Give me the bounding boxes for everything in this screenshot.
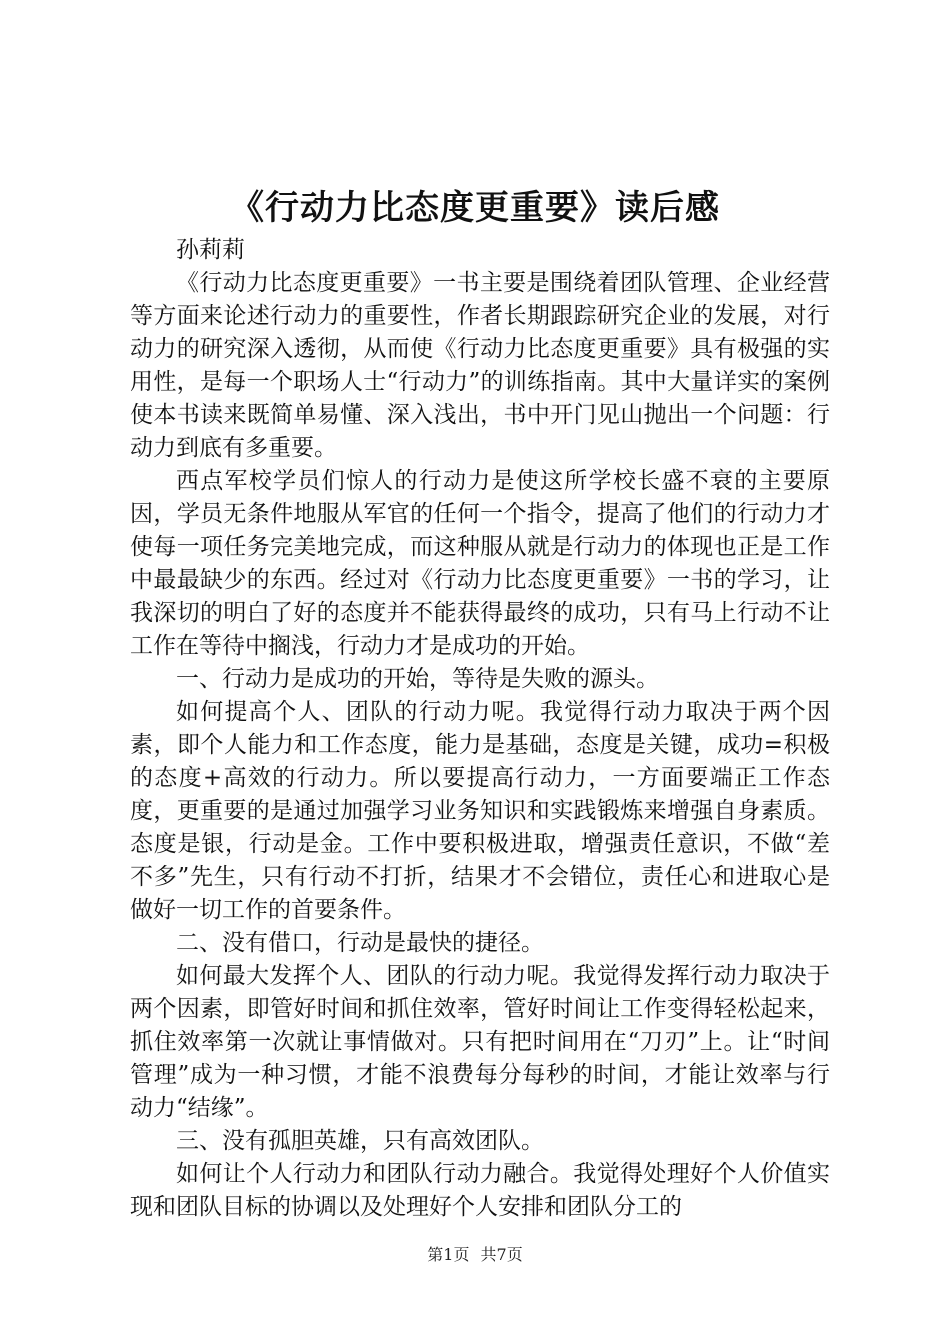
paragraph: 西点军校学员们惊人的行动力是使这所学校长盛不衰的主要原因，学员无条件地服从军官的任何一个指令，提高了他们的行动力才使每一项任务完美地完成，而这种服从就是行动力的体现也正是工作中最最缺少的东西。经过对《行动力比态度更重要》一书的学习，让我深切的明白了好的态度并不能获得最终的成功，只有马上行动不让工作在等待中搁浅，行动力才是成功的开始。: [130, 468, 830, 659]
paragraph: 《行动力比态度更重要》一书主要是围绕着团队管理、企业经营等方面来论述行动力的重要性，作者长期跟踪研究企业的发展，对行动力的研究深入透彻，从而使《行动力比态度更重要》具有极强的实用性，是每一个职场人士“行动力”的训练指南。其中大量详实的案例使本书读来既简单易懂、深入浅出，书中开门见山抛出一个问题：行动力到底有多重要。: [130, 270, 830, 461]
section-heading: 二、没有借口，行动是最快的捷径。: [176, 930, 544, 956]
document-title: 《行动力比态度更重要》读后感: [230, 188, 720, 228]
document-body: [130, 234, 830, 1224]
paragraph: 如何最大发挥个人、团队的行动力呢。我觉得发挥行动力取决于两个因素，即管好时间和抓住效率，管好时间让工作变得轻松起来，抓住效率第一次就让事情做对。只有把时间用在“刀刃”上。让“时间管理”成为一种习惯，才能不浪费每分每秒的时间，才能让效率与行动力“结缘”。: [130, 963, 830, 1121]
author-line: 孙莉莉: [176, 237, 245, 263]
page-total: 共7页: [480, 1245, 523, 1264]
paragraph: 如何让个人行动力和团队行动力融合。我觉得处理好个人价值实现和团队目标的协调以及处理好个人安排和团队分工的: [130, 1161, 830, 1220]
page-footer: [0, 1243, 950, 1267]
section-heading: 三、没有孤胆英雄，只有高效团队。: [176, 1128, 544, 1154]
section-heading: 一、行动力是成功的开始，等待是失败的源头。: [176, 666, 659, 692]
paragraph: 如何提高个人、团队的行动力呢。我觉得行动力取决于两个因素，即个人能力和工作态度，能力是基础，态度是关键，成功=积极的态度+高效的行动力。所以要提高行动力，一方面要端正工作态度，更重要的是通过加强学习业务知识和实践锻炼来增强自身素质。态度是银，行动是金。工作中要积极进取，增强责任意识，不做“差不多”先生，只有行动不打折，结果才不会错位，责任心和进取心是做好一切工作的首要条件。: [130, 699, 830, 923]
page-number: 第1页: [427, 1245, 470, 1264]
